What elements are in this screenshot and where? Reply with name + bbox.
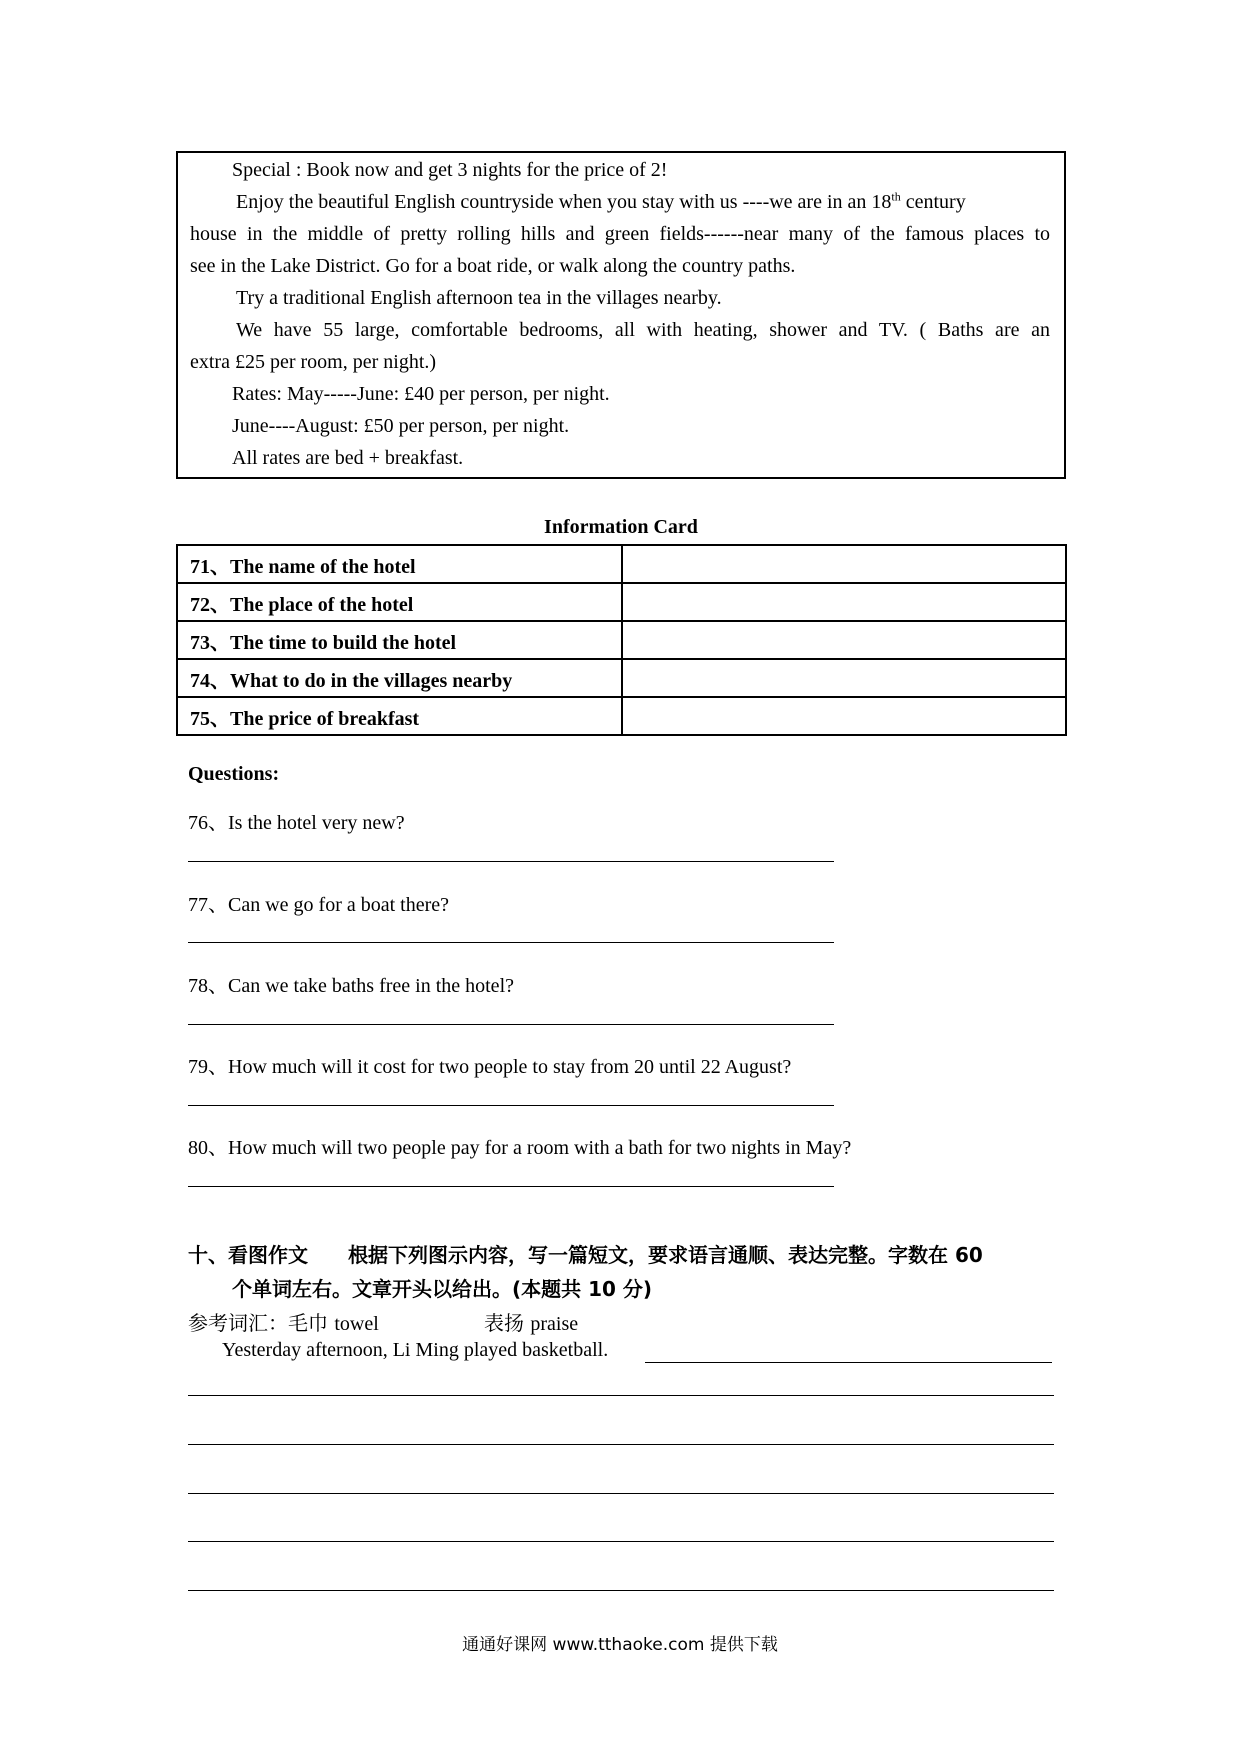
advert-paragraph2: Try a traditional English afternoon tea in the villages nearby. [236, 287, 722, 309]
essay-writing-line[interactable] [188, 1590, 1054, 1591]
advert-paragraph3-line1: We have 55 large, comfortable bedrooms, all with heating, shower and TV. ( Baths are an [236, 319, 1050, 341]
answer-line-80[interactable] [188, 1186, 834, 1187]
info-row-label: 75、The price of breakfast [177, 697, 622, 735]
essay-writing-line[interactable] [188, 1395, 1054, 1396]
vocab-word-cn: 表扬 [484, 1311, 524, 1335]
info-card-table [176, 544, 1067, 736]
info-row-answer-cell[interactable] [622, 697, 1066, 735]
answer-line-77[interactable] [188, 942, 834, 943]
hotel-advert-box [176, 151, 1066, 479]
info-row-label: 74、What to do in the villages nearby [177, 659, 622, 697]
question-76: 76、Is the hotel very new? [188, 812, 405, 834]
question-79: 79、How much will it cost for two people to stay from 20 until 22 August? [188, 1056, 792, 1078]
info-row-answer-cell[interactable] [622, 583, 1066, 621]
question-77: 77、Can we go for a boat there? [188, 894, 450, 916]
question-80: 80、How much will two people pay for a room with a bath for two nights in May? [188, 1137, 852, 1159]
advert-p1-superscript: th [891, 189, 901, 204]
table-row [177, 545, 1066, 583]
essay-writing-line[interactable] [188, 1493, 1054, 1494]
advert-p1-text-a: Enjoy the beautiful English countryside when you stay with us ----we are in an 18 [236, 191, 892, 213]
essay-writing-line[interactable] [188, 1444, 1054, 1445]
advert-rates-line1: Rates: May-----June: £40 per person, per night. [232, 383, 610, 405]
answer-line-76[interactable] [188, 861, 834, 862]
info-card-title: Information Card [544, 516, 698, 538]
info-row-answer-cell[interactable] [622, 545, 1066, 583]
answer-line-78[interactable] [188, 1024, 834, 1025]
vocab-word-praise: praise [530, 1313, 579, 1335]
vocab-item-2 [484, 1307, 578, 1336]
info-row-label: 72、The place of the hotel [177, 583, 622, 621]
vocab-label: 参考词汇：毛巾 [188, 1311, 328, 1335]
reference-vocabulary [188, 1307, 579, 1336]
vocab-word-towel: towel [334, 1313, 379, 1335]
table-row [177, 583, 1066, 621]
advert-rates-line3: All rates are bed + breakfast. [232, 447, 464, 469]
advert-rates-line2: June----August: £50 per person, per night. [232, 415, 570, 437]
questions-heading: Questions: [188, 763, 280, 785]
essay-opening-sentence: Yesterday afternoon, Li Ming played basketball. [222, 1339, 609, 1361]
info-row-label: 73、The time to build the hotel [177, 621, 622, 659]
info-row-answer-cell[interactable] [622, 659, 1066, 697]
section-10-number: 十、看图作文 [188, 1243, 308, 1267]
page-footer: 通通好课网 www.tthaoke.com 提供下载 [462, 1635, 778, 1655]
section-10-instruction-line2: 个单词左右。文章开头以给出。(本题共 10 分) [232, 1277, 653, 1301]
section-10-heading [188, 1238, 1058, 1272]
table-row [177, 621, 1066, 659]
table-row [177, 697, 1066, 735]
info-row-label: 71、The name of the hotel [177, 545, 622, 583]
advert-p1-text-b: century [900, 191, 966, 213]
advert-paragraph1-line3: see in the Lake District. Go for a boat ride, or walk along the country paths. [190, 255, 796, 277]
advert-paragraph1-line1 [236, 190, 1051, 214]
section-10-instruction-line1: 根据下列图示内容，写一篇短文，要求语言通顺、表达完整。字数在 60 [348, 1243, 983, 1267]
advert-paragraph3-line2: extra £25 per room, per night.) [190, 351, 437, 373]
advert-special: Special : Book now and get 3 nights for the price of 2! [232, 159, 668, 181]
essay-writing-line[interactable] [645, 1362, 1052, 1363]
info-row-answer-cell[interactable] [622, 621, 1066, 659]
essay-writing-line[interactable] [188, 1541, 1054, 1542]
advert-paragraph1-line2: house in the middle of pretty rolling hills and green fields------near many of the famous places to [190, 223, 1050, 245]
question-78: 78、Can we take baths free in the hotel? [188, 975, 514, 997]
table-row [177, 659, 1066, 697]
answer-line-79[interactable] [188, 1105, 834, 1106]
